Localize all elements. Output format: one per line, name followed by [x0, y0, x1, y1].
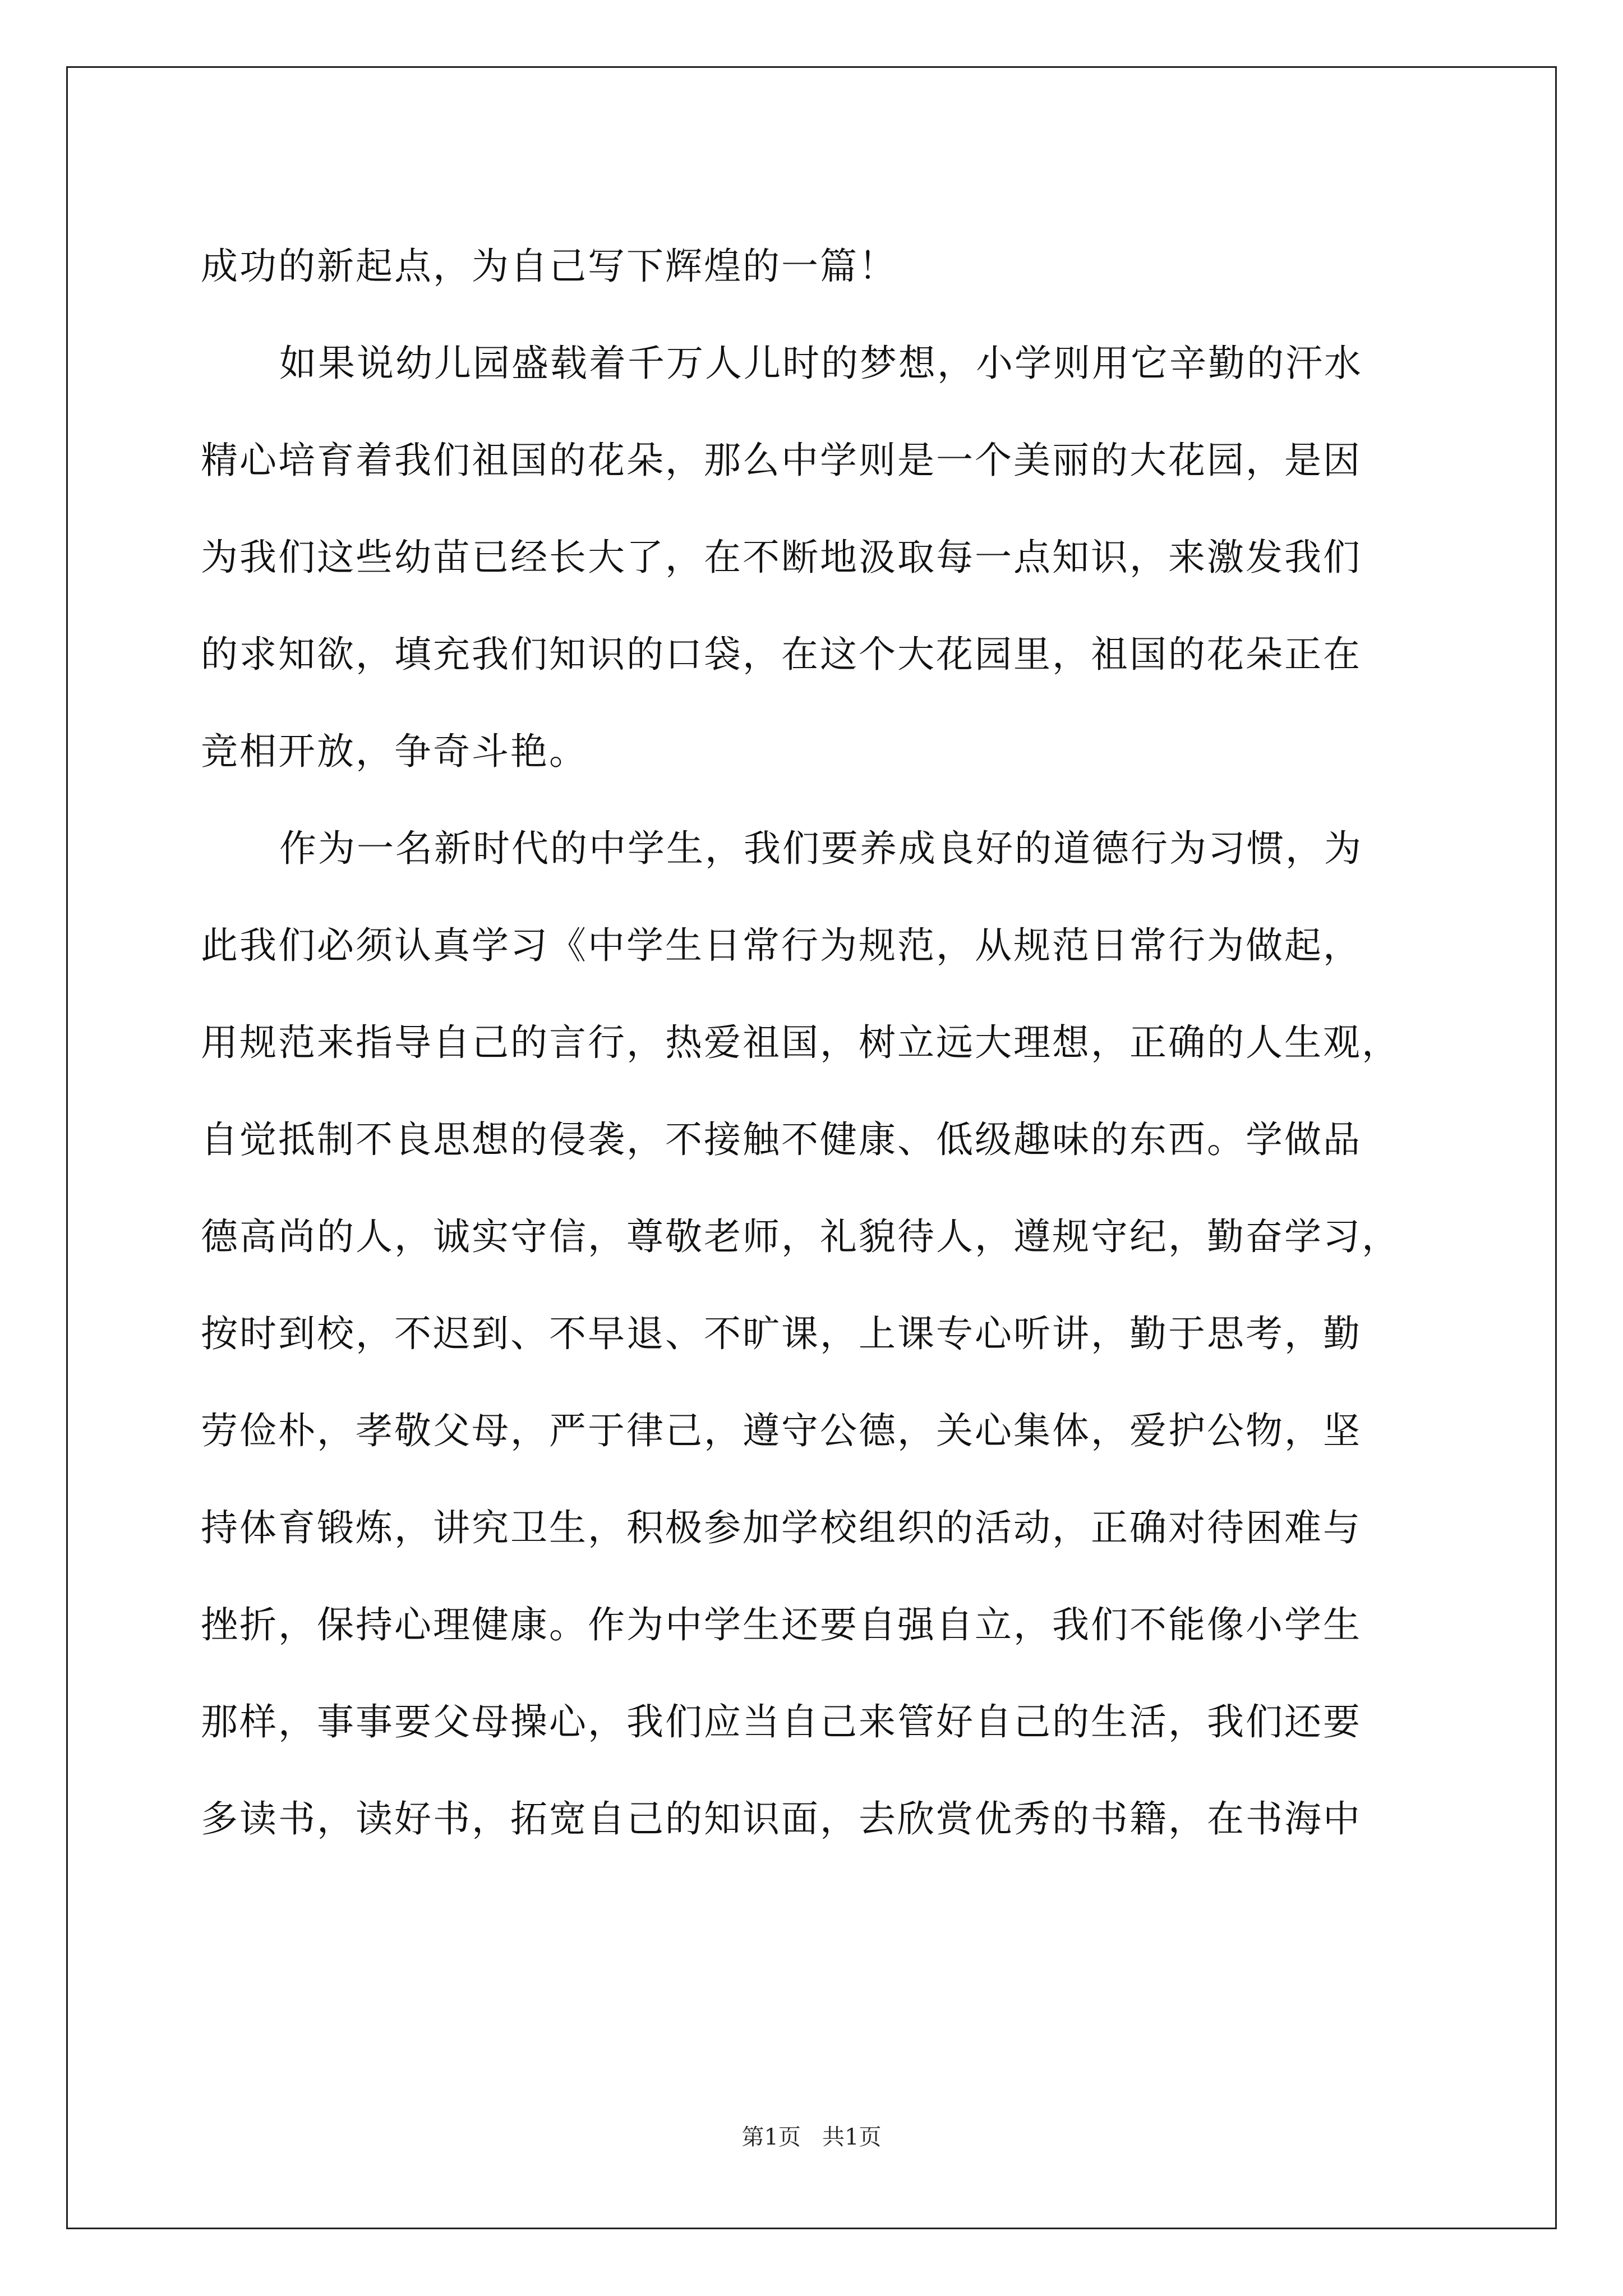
text-line: 德高尚的人，诚实守信，尊敬老师，礼貌待人，遵规守纪，勤奋学习， [201, 1215, 1400, 1258]
paragraph-start-line: 如果说幼儿园盛载着千万人儿时的梦想，小学则用它辛勤的汗水 [279, 342, 1363, 385]
paragraph-start-line: 作为一名新时代的中学生，我们要养成良好的道德行为习惯，为 [279, 827, 1363, 870]
text-line: 成功的新起点，为自己写下辉煌的一篇！ [201, 245, 897, 288]
text-line: 按时到校，不迟到、不早退、不旷课，上课专心听讲，勤于思考，勤 [201, 1312, 1362, 1355]
text-line: 那样，事事要父母操心，我们应当自己来管好自己的生活，我们还要 [201, 1700, 1362, 1743]
page-footer: 第1页 共1页 [741, 2124, 882, 2150]
text-line: 自觉抵制不良思想的侵袭，不接触不健康、低级趣味的东西。学做品 [201, 1118, 1362, 1161]
text-line: 竞相开放，争奇斗艳。 [201, 730, 588, 773]
text-line: 用规范来指导自己的言行，热爱祖国，树立远大理想，正确的人生观， [201, 1021, 1400, 1064]
text-line: 挫折，保持心理健康。作为中学生还要自强自立，我们不能像小学生 [201, 1603, 1362, 1646]
body-text [201, 218, 1435, 1867]
text-line: 精心培育着我们祖国的花朵，那么中学则是一个美丽的大花园，是因 [201, 439, 1362, 482]
text-line: 此我们必须认真学习《中学生日常行为规范，从规范日常行为做起， [201, 924, 1362, 967]
text-line: 多读书，读好书，拓宽自己的知识面，去欣赏优秀的书籍，在书海中 [201, 1797, 1362, 1841]
text-line: 劳俭朴，孝敬父母，严于律己，遵守公德，关心集体，爱护公物，坚 [201, 1409, 1362, 1452]
text-line: 的求知欲，填充我们知识的口袋，在这个大花园里，祖国的花朵正在 [201, 633, 1362, 676]
text-line: 为我们这些幼苗已经长大了，在不断地汲取每一点知识，来激发我们 [201, 536, 1362, 579]
text-line: 持体育锻炼，讲究卫生，积极参加学校组织的活动，正确对待困难与 [201, 1506, 1362, 1549]
